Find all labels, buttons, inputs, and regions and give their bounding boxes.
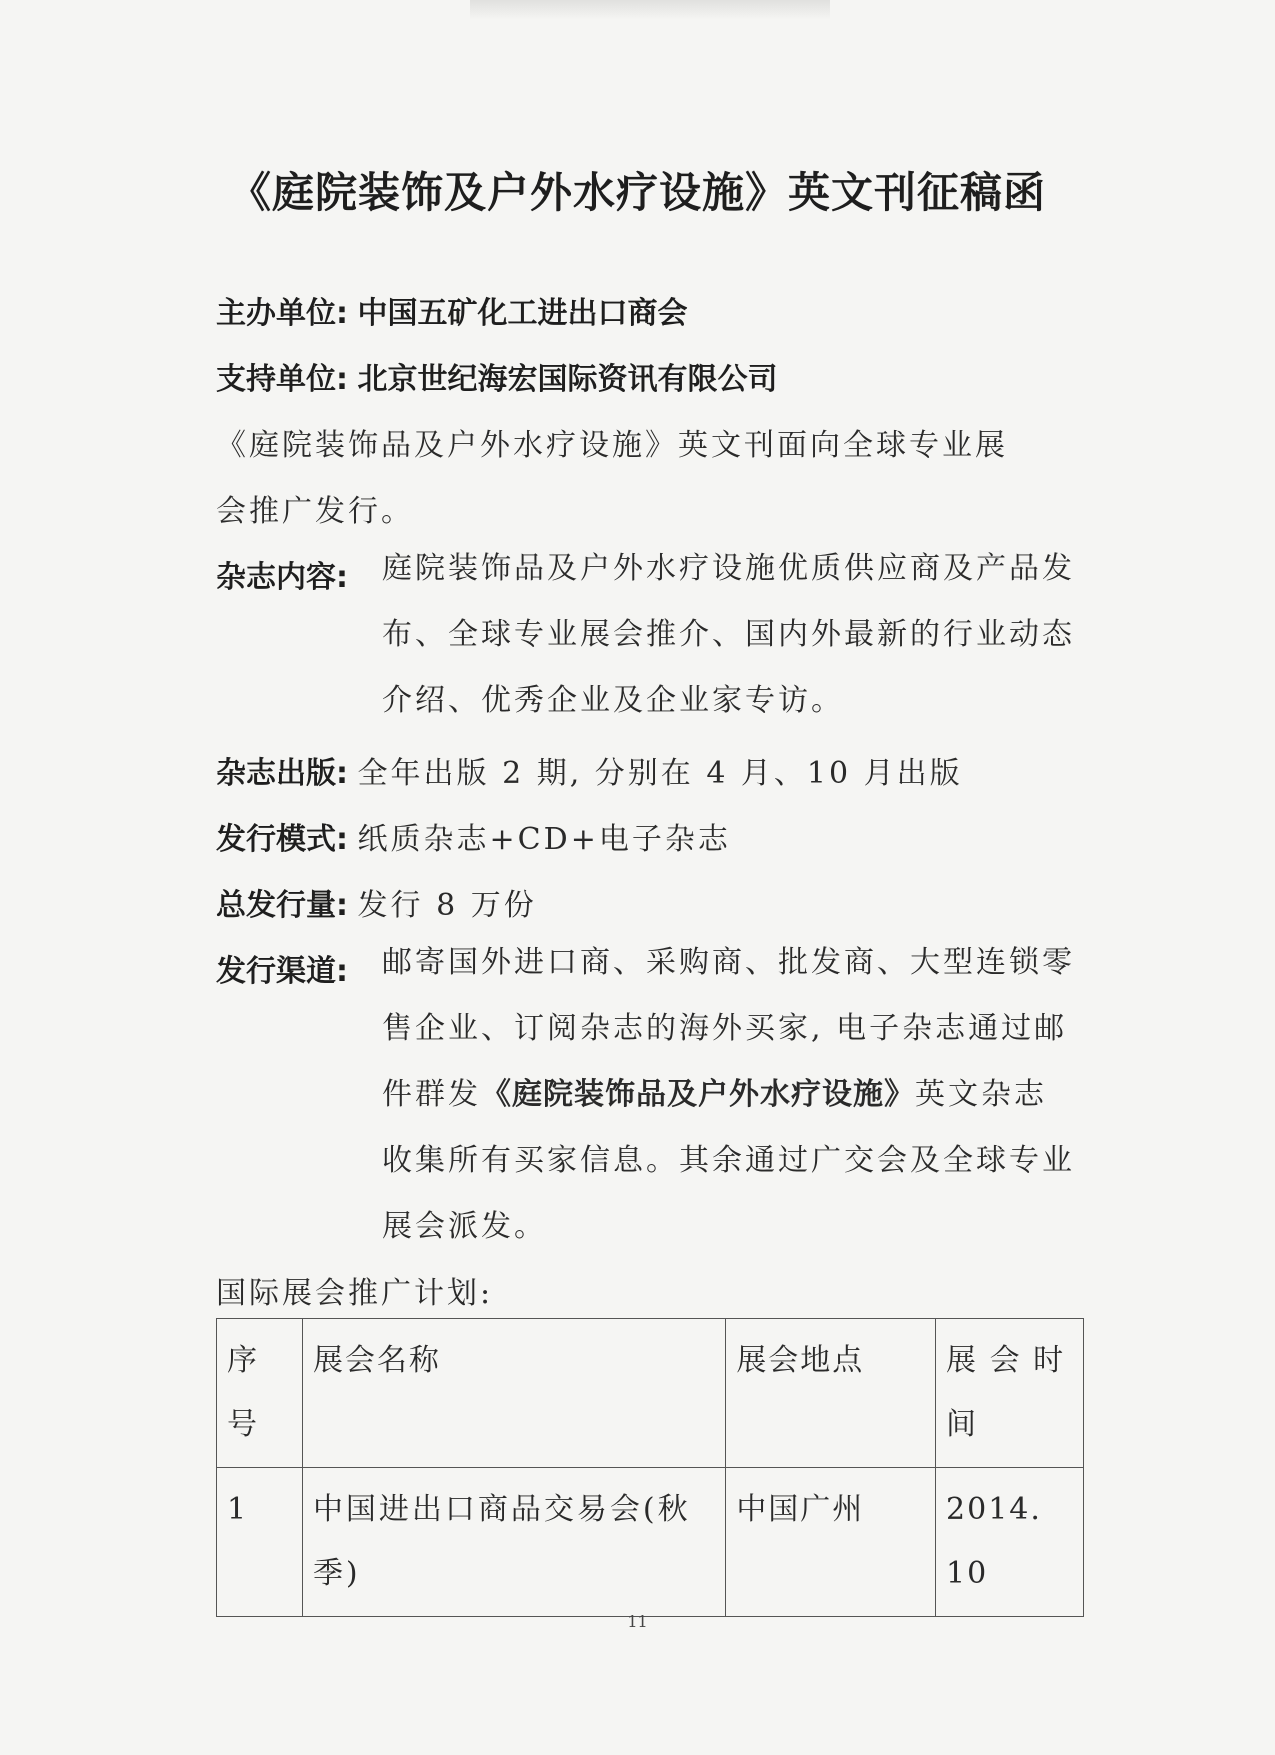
circulation-label: 总发行量:	[216, 888, 348, 923]
circulation-value: 发行 8 万份	[357, 888, 537, 923]
supporter-line	[216, 354, 778, 398]
publish-line	[216, 748, 963, 792]
expo-table	[216, 1318, 1084, 1617]
header-no-line-1: 序	[227, 1343, 259, 1378]
cell-name-line-2: 季)	[312, 1556, 361, 1591]
page-title: 《庭院装饰及户外水疗设施》英文刊征稿函	[228, 168, 1046, 217]
header-time-line-1: 展 会 时	[946, 1343, 1066, 1378]
content-label: 杂志内容:	[216, 560, 348, 595]
channels-line-3-post: 英文杂志	[915, 1077, 1047, 1112]
header-time	[936, 1319, 1084, 1468]
magazine-name-bold: 《庭院装饰品及户外水疗设施》	[481, 1077, 915, 1112]
page-number: 11	[627, 1612, 648, 1631]
channels-line-3	[382, 1062, 1075, 1128]
content-line-1: 庭院装饰品及户外水疗设施优质供应商及产品发	[382, 551, 1075, 586]
header-no-line-2: 号	[227, 1407, 259, 1442]
scan-smudge	[470, 0, 830, 20]
supporter-value: 北京世纪海宏国际资讯有限公司	[357, 362, 778, 397]
organizer-value: 中国五矿化工进出口商会	[357, 296, 688, 331]
cell-name	[302, 1468, 725, 1617]
channels-label: 发行渠道:	[216, 954, 348, 989]
plan-heading: 国际展会推广计划:	[216, 1276, 494, 1311]
content-line-2: 布、全球专业展会推介、国内外最新的行业动态	[382, 617, 1075, 652]
channels-line-5: 展会派发。	[382, 1209, 547, 1244]
format-line	[216, 814, 731, 858]
publish-value: 全年出版 2 期, 分别在 4 月、10 月出版	[357, 756, 963, 791]
publish-label: 杂志出版:	[216, 756, 348, 791]
cell-name-line-1: 中国进出口商品交易会(秋	[312, 1492, 691, 1527]
table-header-row	[217, 1319, 1084, 1468]
organizer-line	[216, 288, 688, 332]
channels-line-1: 邮寄国外进口商、采购商、批发商、大型连锁零	[382, 945, 1075, 980]
intro-line-2: 会推广发行。	[216, 494, 414, 529]
channels-text	[382, 930, 1075, 1260]
format-label: 发行模式:	[216, 822, 348, 857]
content-line-3: 介绍、优秀企业及企业家专访。	[382, 683, 844, 718]
organizer-label: 主办单位:	[216, 296, 348, 331]
table-row	[217, 1468, 1084, 1617]
cell-place: 中国广州	[726, 1468, 936, 1617]
cell-no: 1	[217, 1468, 303, 1617]
header-no	[217, 1319, 303, 1468]
intro-line-1: 《庭院装饰品及户外水疗设施》英文刊面向全球专业展	[216, 428, 1008, 463]
channels-line-3-pre: 件群发	[382, 1077, 481, 1112]
header-time-line-2: 间	[946, 1407, 979, 1442]
supporter-label: 支持单位:	[216, 362, 348, 397]
format-value: 纸质杂志+CD+电子杂志	[357, 822, 731, 857]
cell-time: 2014. 10	[936, 1468, 1084, 1617]
header-name: 展会名称	[302, 1319, 725, 1468]
channels-line-4: 收集所有买家信息。其余通过广交会及全球专业	[382, 1143, 1075, 1178]
content-text	[382, 536, 1075, 734]
circulation-line	[216, 880, 537, 924]
header-place: 展会地点	[726, 1319, 936, 1468]
channels-line-2: 售企业、订阅杂志的海外买家, 电子杂志通过邮	[382, 1011, 1068, 1046]
